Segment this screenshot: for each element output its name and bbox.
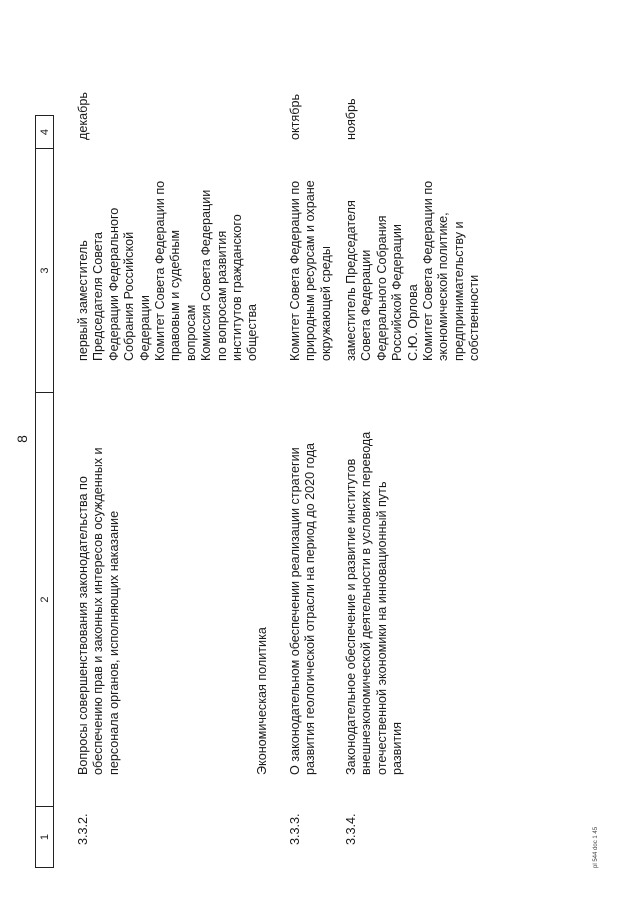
- row-month: ноябрь: [344, 98, 358, 140]
- header-col-2: 2: [35, 392, 54, 806]
- row-number: 3.3.4.: [344, 813, 358, 845]
- header-col-1: 1: [35, 806, 54, 868]
- document-page: [10, 15, 630, 885]
- footer-mark: pl 544 doc 1 45: [593, 826, 599, 868]
- header-col-3: 3: [35, 148, 54, 392]
- row-responsible: первый заместитель Председателя Совета Федерации Федерального Собрания Российской Федерации Комитет Совета Федерации по правовым и судебным вопросам Комиссия Совета Федерации по вопросам развития институтов гражданского общества: [76, 180, 260, 361]
- row-month: декабрь: [76, 92, 90, 140]
- page-number: 8: [14, 435, 30, 443]
- section-heading: Экономическая политика: [255, 627, 269, 775]
- row-title: Законодательное обеспечение и развитие институтов внешнеэкономической деятельности в условиях перевода отечественной экономики на инновационный путь развития: [344, 431, 405, 775]
- row-title: Вопросы совершенствования законодательства по обеспечению прав и законных интересов осужденных и персонала органов, исполняющих наказание: [76, 447, 121, 775]
- header-col-4: 4: [35, 115, 54, 148]
- row-number: 3.3.3.: [288, 813, 302, 845]
- row-title: О законодательном обеспечении реализации стратегии развития геологической отрасли на период до 2020 года: [288, 442, 318, 775]
- row-responsible: заместитель Председателя Совета Федерации Федерального Собрания Российской Федерации С.Ю. Орлова Комитет Совета Федерации по экономической политике, предпринимательству и собственности: [344, 180, 482, 361]
- row-responsible: Комитет Совета Федерации по природным ресурсам и охране окружающей среды: [288, 180, 333, 361]
- row-number: 3.3.2.: [76, 813, 90, 845]
- row-month: октябрь: [288, 93, 302, 140]
